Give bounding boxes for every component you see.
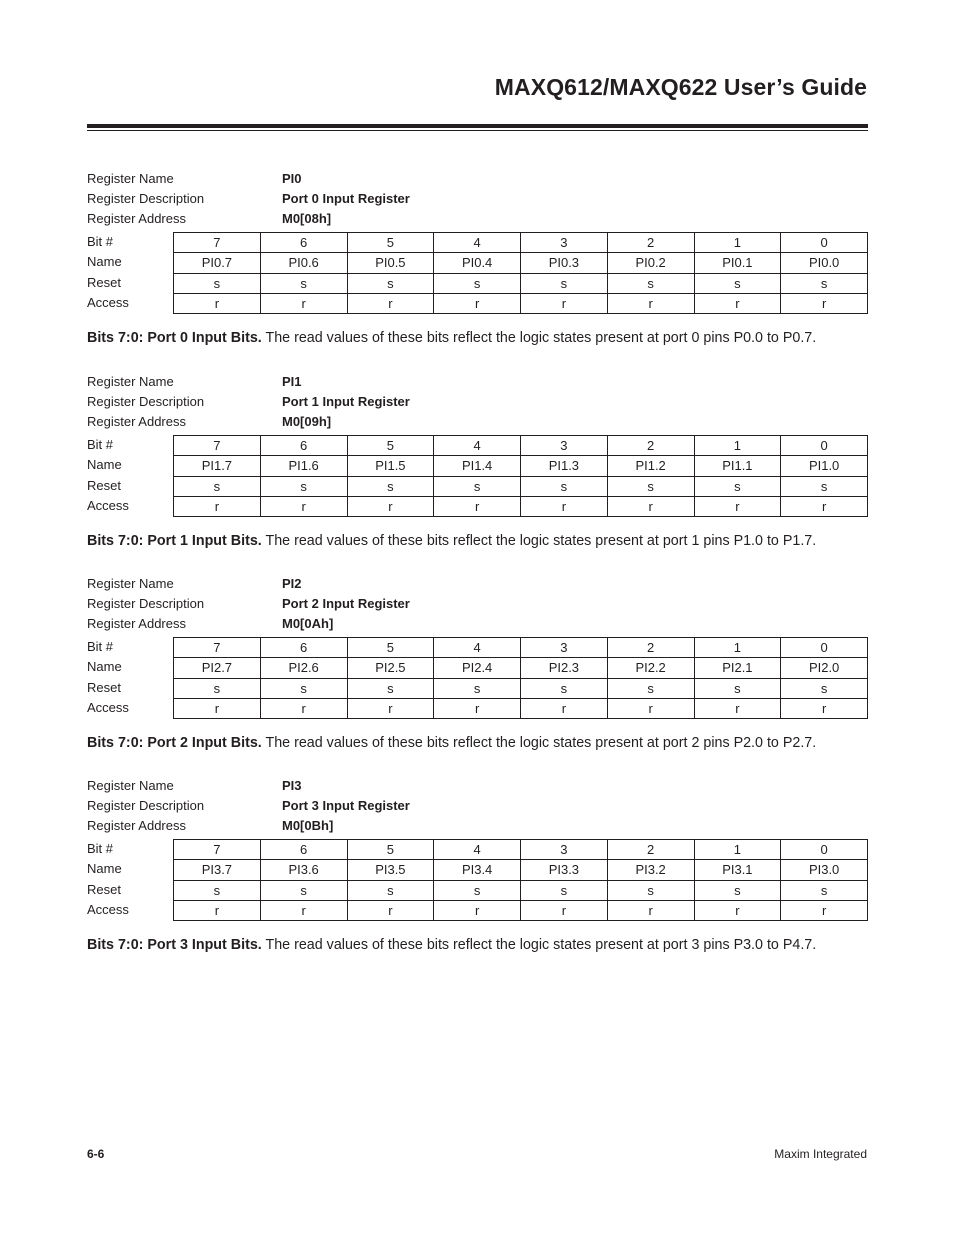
reset-value-cell: s	[607, 476, 694, 496]
register-description-row	[87, 594, 868, 614]
access-value-cell: r	[434, 496, 521, 516]
register-description-value: Port 2 Input Register	[282, 596, 410, 611]
bit-name-cell: PI3.3	[521, 860, 608, 880]
bit-name-cell: PI3.7	[174, 860, 261, 880]
bit-number-cell: 5	[347, 638, 434, 658]
bit-name-cell: PI0.4	[434, 253, 521, 273]
bit-number-cell: 1	[694, 233, 781, 253]
access-label: Access	[87, 294, 129, 310]
bit-number-cell: 0	[781, 840, 868, 860]
header-rule-thick	[87, 124, 868, 128]
bit-number-label: Bit #	[87, 639, 114, 654]
document-title: MAXQ612/MAXQ622 User’s Guide	[494, 74, 867, 100]
bit-table-row	[174, 860, 868, 880]
access-value-cell: r	[781, 698, 868, 718]
access-value-cell: r	[607, 698, 694, 718]
footer-company: Maxim Integrated	[774, 1147, 867, 1161]
register-description-value: Port 0 Input Register	[282, 191, 410, 206]
bit-description-text: The read values of these bits reflect the logic states present at port 1 pins P1.0 to P1.7.	[261, 533, 817, 549]
bit-table-row	[174, 840, 868, 860]
bit-number-cell: 2	[607, 638, 694, 658]
reset-value-cell: s	[694, 880, 781, 900]
reset-label: Reset	[87, 679, 121, 695]
reset-label: Reset	[87, 274, 121, 290]
reset-value-cell: s	[347, 273, 434, 293]
reset-value-cell: s	[347, 880, 434, 900]
bit-row-labels	[87, 839, 173, 920]
bit-table-row	[174, 698, 868, 718]
reset-value-cell: s	[260, 273, 347, 293]
access-value-cell: r	[347, 293, 434, 313]
access-value-cell: r	[607, 293, 694, 313]
bit-description-heading: Bits 7:0: Port 1 Input Bits.	[87, 533, 262, 549]
access-value-cell: r	[347, 496, 434, 516]
access-label: Access	[87, 699, 129, 715]
reset-value-cell: s	[781, 476, 868, 496]
bit-name-cell: PI0.6	[260, 253, 347, 273]
bit-name-cell: PI0.7	[174, 253, 261, 273]
bit-name-cell: PI1.0	[781, 456, 868, 476]
bit-table-row	[174, 273, 868, 293]
header-rule-thin	[87, 130, 868, 131]
bit-number-cell: 6	[260, 638, 347, 658]
register-name-label: Register Name	[87, 374, 174, 389]
access-label: Access	[87, 497, 129, 513]
bit-name-cell: PI2.1	[694, 658, 781, 678]
access-value-cell: r	[694, 496, 781, 516]
bit-name-cell: PI2.2	[607, 658, 694, 678]
bit-name-cell: PI1.1	[694, 456, 781, 476]
reset-label: Reset	[87, 881, 121, 897]
access-value-cell: r	[174, 900, 261, 920]
page-number: 6-6	[87, 1147, 105, 1161]
bit-row-labels	[87, 232, 173, 313]
bit-name-cell: PI1.3	[521, 456, 608, 476]
access-value-cell: r	[694, 698, 781, 718]
reset-value-cell: s	[521, 476, 608, 496]
bit-name-cell: PI2.4	[434, 658, 521, 678]
reset-value-cell: s	[434, 273, 521, 293]
access-value-cell: r	[607, 900, 694, 920]
register-address-value: M0[09h]	[282, 414, 332, 429]
bit-description-text: The read values of these bits reflect the logic states present at port 3 pins P3.0 to P4.7.	[261, 937, 817, 953]
register-address-label: Register Address	[87, 818, 186, 833]
bit-name-cell: PI2.3	[521, 658, 608, 678]
reset-value-cell: s	[781, 273, 868, 293]
bit-name-label: Name	[87, 659, 122, 675]
bit-name-cell: PI1.7	[174, 456, 261, 476]
bit-table-row	[174, 496, 868, 516]
register-description-row	[87, 189, 868, 209]
register-description-label: Register Description	[87, 394, 205, 409]
register-address-value: M0[08h]	[282, 211, 332, 226]
bit-number-cell: 7	[174, 638, 261, 658]
bit-number-cell: 1	[694, 840, 781, 860]
bit-name-cell: PI1.4	[434, 456, 521, 476]
access-value-cell: r	[260, 293, 347, 313]
register-name-label: Register Name	[87, 576, 174, 591]
reset-value-cell: s	[694, 678, 781, 698]
bit-description-text: The read values of these bits reflect the logic states present at port 2 pins P2.0 to P2.7.	[261, 735, 817, 751]
bit-name-cell: PI3.2	[607, 860, 694, 880]
register-address-row	[87, 412, 868, 432]
bit-number-cell: 4	[434, 840, 521, 860]
bit-number-cell: 6	[260, 436, 347, 456]
register-description-row	[87, 796, 868, 816]
bit-name-cell: PI0.2	[607, 253, 694, 273]
reset-value-cell: s	[347, 476, 434, 496]
reset-value-cell: s	[434, 880, 521, 900]
access-value-cell: r	[694, 900, 781, 920]
register-description-row	[87, 392, 868, 412]
register-address-value: M0[0Ah]	[282, 616, 334, 631]
register-name-row	[87, 372, 868, 392]
bit-table-row	[174, 293, 868, 313]
bit-table-area	[87, 232, 868, 314]
bit-table-row	[174, 638, 868, 658]
bit-description-heading: Bits 7:0: Port 2 Input Bits.	[87, 735, 262, 751]
bit-number-cell: 0	[781, 638, 868, 658]
bit-name-cell: PI2.5	[347, 658, 434, 678]
reset-value-cell: s	[521, 273, 608, 293]
reset-value-cell: s	[434, 476, 521, 496]
bit-name-cell: PI3.4	[434, 860, 521, 880]
bit-table-row	[174, 678, 868, 698]
register-description-value: Port 1 Input Register	[282, 394, 410, 409]
bit-number-label: Bit #	[87, 437, 114, 452]
register-address-row	[87, 209, 868, 229]
access-value-cell: r	[174, 293, 261, 313]
reset-value-cell: s	[694, 476, 781, 496]
access-value-cell: r	[781, 496, 868, 516]
bit-row-labels	[87, 637, 173, 718]
reset-value-cell: s	[174, 678, 261, 698]
bit-table-row	[174, 658, 868, 678]
bit-number-cell: 1	[694, 436, 781, 456]
access-value-cell: r	[347, 900, 434, 920]
register-name-label: Register Name	[87, 778, 174, 793]
register-description-label: Register Description	[87, 191, 205, 206]
register-name-value: PI1	[282, 374, 302, 389]
register-description-label: Register Description	[87, 798, 205, 813]
bit-table-row	[174, 476, 868, 496]
bit-description-heading: Bits 7:0: Port 0 Input Bits.	[87, 330, 262, 346]
register-name-row	[87, 574, 868, 594]
bit-table-row	[174, 436, 868, 456]
bit-name-cell: PI1.5	[347, 456, 434, 476]
bit-number-cell: 3	[521, 638, 608, 658]
bit-name-cell: PI0.5	[347, 253, 434, 273]
access-value-cell: r	[434, 698, 521, 718]
reset-value-cell: s	[781, 880, 868, 900]
register-name-label: Register Name	[87, 171, 174, 186]
bit-table	[173, 839, 868, 921]
access-value-cell: r	[347, 698, 434, 718]
bit-name-cell: PI0.1	[694, 253, 781, 273]
bit-description	[87, 734, 868, 752]
bit-number-cell: 3	[521, 840, 608, 860]
bit-name-cell: PI0.0	[781, 253, 868, 273]
access-value-cell: r	[174, 496, 261, 516]
bit-number-cell: 4	[434, 436, 521, 456]
bit-name-cell: PI3.0	[781, 860, 868, 880]
bit-name-cell: PI1.2	[607, 456, 694, 476]
reset-value-cell: s	[260, 678, 347, 698]
bit-number-cell: 6	[260, 233, 347, 253]
register-block	[87, 574, 868, 752]
reset-value-cell: s	[607, 880, 694, 900]
bit-name-cell: PI2.0	[781, 658, 868, 678]
bit-table-row	[174, 253, 868, 273]
register-name-value: PI3	[282, 778, 302, 793]
bit-table-area	[87, 839, 868, 921]
reset-value-cell: s	[694, 273, 781, 293]
bit-number-cell: 0	[781, 436, 868, 456]
access-value-cell: r	[521, 900, 608, 920]
register-address-row	[87, 816, 868, 836]
bit-number-cell: 2	[607, 436, 694, 456]
bit-number-cell: 3	[521, 233, 608, 253]
reset-value-cell: s	[260, 476, 347, 496]
access-value-cell: r	[521, 698, 608, 718]
register-description-value: Port 3 Input Register	[282, 798, 410, 813]
bit-number-cell: 2	[607, 840, 694, 860]
reset-value-cell: s	[260, 880, 347, 900]
bit-name-label: Name	[87, 254, 122, 270]
register-address-label: Register Address	[87, 414, 186, 429]
bit-name-cell: PI0.3	[521, 253, 608, 273]
bit-table	[173, 435, 868, 517]
access-value-cell: r	[521, 293, 608, 313]
bit-number-cell: 0	[781, 233, 868, 253]
bit-number-cell: 2	[607, 233, 694, 253]
bit-number-label: Bit #	[87, 234, 114, 249]
bit-number-cell: 5	[347, 436, 434, 456]
register-block	[87, 776, 868, 954]
bit-table-row	[174, 233, 868, 253]
reset-value-cell: s	[607, 273, 694, 293]
reset-value-cell: s	[174, 880, 261, 900]
register-address-label: Register Address	[87, 616, 186, 631]
access-value-cell: r	[781, 293, 868, 313]
access-value-cell: r	[694, 293, 781, 313]
bit-description-text: The read values of these bits reflect the logic states present at port 0 pins P0.0 to P0.7.	[261, 330, 817, 346]
bit-number-cell: 1	[694, 638, 781, 658]
reset-value-cell: s	[607, 678, 694, 698]
bit-number-cell: 5	[347, 840, 434, 860]
bit-table-row	[174, 900, 868, 920]
register-name-value: PI2	[282, 576, 302, 591]
reset-label: Reset	[87, 477, 121, 493]
access-label: Access	[87, 901, 129, 917]
bit-name-label: Name	[87, 457, 122, 473]
register-name-row	[87, 776, 868, 796]
bit-number-cell: 7	[174, 233, 261, 253]
access-value-cell: r	[260, 698, 347, 718]
register-address-label: Register Address	[87, 211, 186, 226]
bit-number-cell: 7	[174, 436, 261, 456]
bit-number-cell: 7	[174, 840, 261, 860]
bit-number-cell: 5	[347, 233, 434, 253]
bit-number-cell: 4	[434, 233, 521, 253]
bit-name-cell: PI3.1	[694, 860, 781, 880]
reset-value-cell: s	[521, 880, 608, 900]
bit-number-cell: 4	[434, 638, 521, 658]
reset-value-cell: s	[174, 273, 261, 293]
bit-number-cell: 3	[521, 436, 608, 456]
bit-name-cell: PI3.6	[260, 860, 347, 880]
access-value-cell: r	[174, 698, 261, 718]
register-block	[87, 169, 868, 347]
reset-value-cell: s	[434, 678, 521, 698]
bit-number-cell: 6	[260, 840, 347, 860]
bit-description	[87, 936, 868, 954]
bit-name-cell: PI1.6	[260, 456, 347, 476]
reset-value-cell: s	[521, 678, 608, 698]
access-value-cell: r	[434, 293, 521, 313]
bit-table-area	[87, 435, 868, 517]
bit-number-label: Bit #	[87, 841, 114, 856]
bit-description	[87, 532, 868, 550]
bit-name-cell: PI2.6	[260, 658, 347, 678]
bit-description	[87, 329, 868, 347]
bit-table	[173, 637, 868, 719]
reset-value-cell: s	[781, 678, 868, 698]
bit-table-row	[174, 456, 868, 476]
register-description-label: Register Description	[87, 596, 205, 611]
register-block	[87, 372, 868, 550]
register-address-row	[87, 614, 868, 634]
access-value-cell: r	[434, 900, 521, 920]
access-value-cell: r	[260, 496, 347, 516]
reset-value-cell: s	[347, 678, 434, 698]
bit-table-row	[174, 880, 868, 900]
bit-name-label: Name	[87, 861, 122, 877]
access-value-cell: r	[781, 900, 868, 920]
register-address-value: M0[0Bh]	[282, 818, 334, 833]
bit-row-labels	[87, 435, 173, 516]
access-value-cell: r	[607, 496, 694, 516]
bit-table-area	[87, 637, 868, 719]
bit-description-heading: Bits 7:0: Port 3 Input Bits.	[87, 937, 262, 953]
bit-name-cell: PI2.7	[174, 658, 261, 678]
bit-table	[173, 232, 868, 314]
register-name-value: PI0	[282, 171, 302, 186]
reset-value-cell: s	[174, 476, 261, 496]
register-name-row	[87, 169, 868, 189]
access-value-cell: r	[260, 900, 347, 920]
access-value-cell: r	[521, 496, 608, 516]
bit-name-cell: PI3.5	[347, 860, 434, 880]
